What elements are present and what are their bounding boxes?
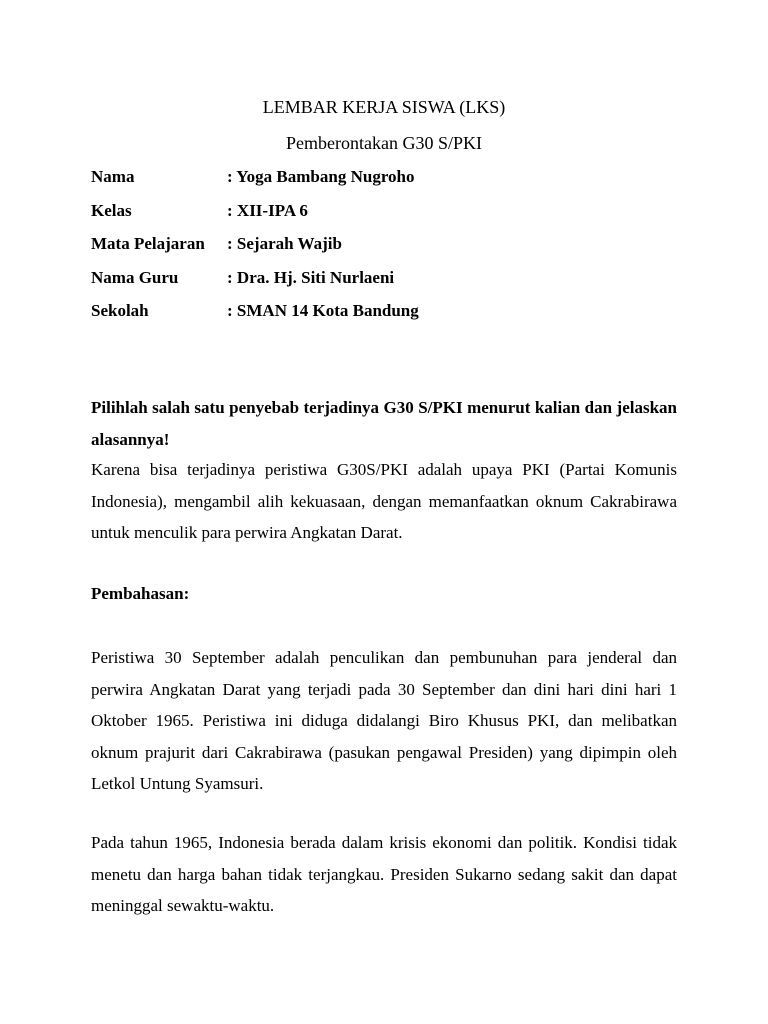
info-row-kelas — [91, 199, 419, 233]
info-value: : SMAN 14 Kota Bandung — [227, 301, 419, 320]
info-value: : Sejarah Wajib — [227, 234, 342, 253]
info-row-nama-guru — [91, 266, 419, 300]
info-label: Kelas — [91, 200, 132, 220]
info-value: : Dra. Hj. Siti Nurlaeni — [227, 267, 395, 287]
document-title: LEMBAR KERJA SISWA (LKS) — [262, 97, 506, 117]
document-subtitle: Pemberontakan G30 S/PKI — [286, 133, 482, 153]
info-label: Mata Pelajaran — [91, 234, 205, 253]
discussion-paragraph: Pada tahun 1965, Indonesia berada dalam krisis ekonomi dan politik. Kondisi tidak menetu dan harga bahan tidak terjangkau. Presiden Sukarno sedang sakit dan dapat meninggal sewaktu-waktu. — [91, 833, 677, 915]
info-label: Nama — [91, 167, 135, 186]
info-row-mata-pelajaran — [91, 232, 419, 266]
info-value: : Yoga Bambang Nugroho — [227, 167, 415, 186]
answer-text: Karena bisa terjadinya peristiwa G30S/PKI adalah upaya PKI (Partai Komunis Indonesia), mengambil alih kekuasaan, dengan memanfaatkan oknum Cakrabirawa untuk menculik para perwira Angkatan Darat. — [91, 460, 677, 542]
info-value: : XII-IPA 6 — [227, 200, 308, 220]
info-label: Sekolah — [91, 301, 149, 320]
discussion-paragraph: Peristiwa 30 September adalah penculikan dan pembunuhan para jenderal dan perwira Angkatan Darat yang terjadi pada 30 September dan dini hari dini hari 1 Oktober 1965. Peristiwa ini diduga didalangi Biro Khusus PKI, dan melibatkan oknum prajurit dari Cakrabirawa (pasukan pengawal Presiden) yang dipimpin oleh Letkol Untung Syamsuri. — [91, 648, 677, 793]
question-text: Pilihlah salah satu penyebab terjadinya G30 S/PKI menurut kalian dan jelaskan alasannya! — [91, 398, 677, 449]
info-row-sekolah — [91, 299, 419, 333]
student-info — [91, 165, 419, 333]
info-label: Nama Guru — [91, 267, 179, 287]
pembahasan-heading: Pembahasan: — [91, 584, 190, 603]
info-row-nama — [91, 165, 419, 199]
